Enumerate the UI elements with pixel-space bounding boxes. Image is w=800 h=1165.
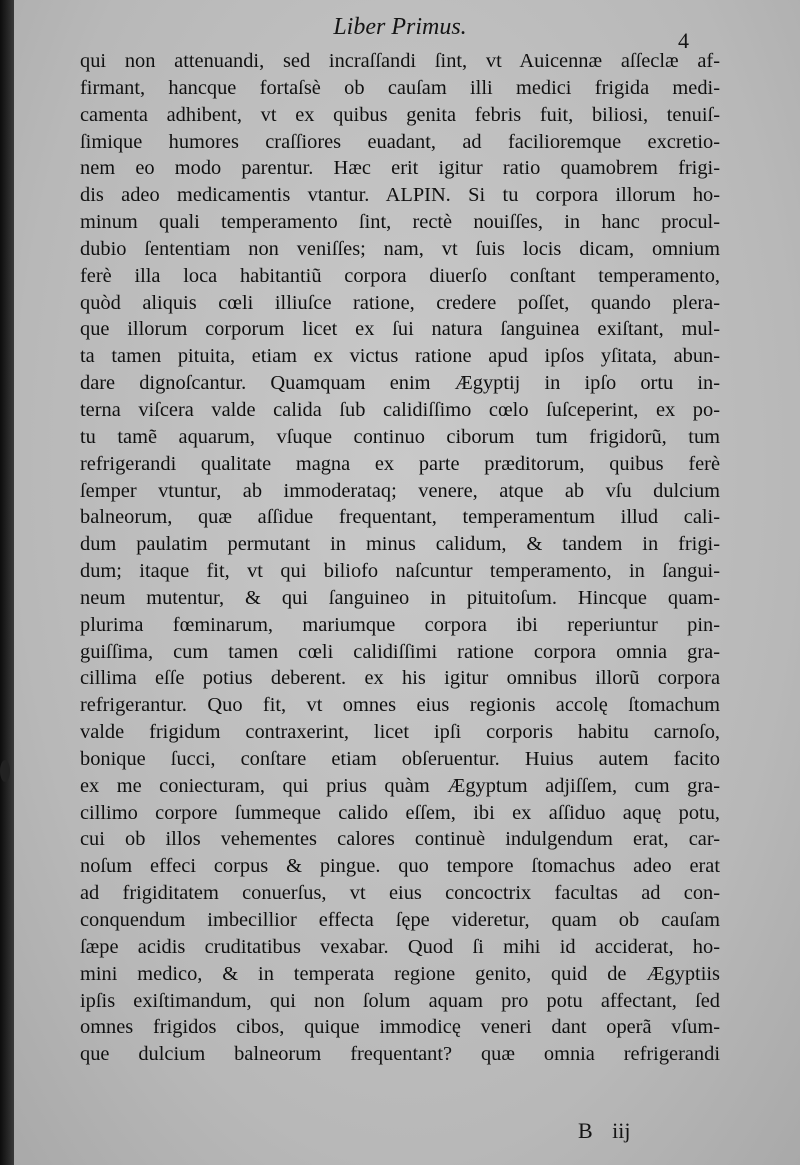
page-number: 4 xyxy=(678,28,689,53)
body-text xyxy=(80,48,720,1068)
text-line: minum quali temperamento ſint, rectè nouiſſes, in hanc procul- xyxy=(80,211,720,234)
text-line: conquendum imbecillior effecta ſępe videretur, quam ob cauſam xyxy=(80,909,720,931)
text-line: camenta adhibent, vt ex quibus genita febris fuit, biliosi, tenuiſ- xyxy=(80,103,720,126)
text-line: plurima fœminarum, mariumque corpora ibi reperiuntur pin- xyxy=(80,613,720,636)
text-line: cui ob illos vehementes calores continuè indulgendum erat, car- xyxy=(80,828,720,851)
text-line: nem eo modo parentur. Hæc erit igitur ratio quamobrem frigi- xyxy=(80,157,720,180)
text-line: quòd aliquis cœli illiuſce ratione, credere poſſet, quando plera- xyxy=(80,291,720,314)
text-line: terna viſcera valde calida ſub calidiſſimo cœlo ſuſceperint, ex po- xyxy=(80,398,720,421)
text-line: dubio ſententiam non veniſſes; nam, vt ſuis locis dicam, omnium xyxy=(80,237,720,260)
text-line: dum; itaque fit, vt qui biliofo naſcuntur temperamento, in ſangui- xyxy=(80,560,720,583)
text-line: ſæpe acidis cruditatibus vexabar. Quod ſi mihi id acciderat, ho- xyxy=(80,935,720,958)
running-header: Liber Primus. xyxy=(333,14,467,40)
text-line: ad frigiditatem conuerſus, vt eius concoctrix facultas ad con- xyxy=(80,882,720,905)
text-line: qui non attenuandi, sed incraſſandi ſint, vt Auicennæ aſſeclæ af- xyxy=(80,50,720,72)
text-line: que illorum corporum licet ex ſui natura ſanguinea exiſtant, mul- xyxy=(80,318,720,341)
text-line: dis adeo medicamentis vtantur. ALPIN. Si tu corpora illorum ho- xyxy=(80,184,720,207)
text-line: guiſſima, cum tamen cœli calidiſſimi ratione corpora omnia gra- xyxy=(80,640,720,663)
text-line: tu tamẽ aquarum, vſuque continuo ciborum tum frigidorũ, tum xyxy=(80,425,720,448)
page-binding-edge xyxy=(0,0,14,1165)
text-line: ipſis exiſtimandum, qui non ſolum aquam pro potu affectant, ſed xyxy=(80,989,720,1012)
text-line: ſemper vtuntur, ab immoderataq; venere, atque ab vſu dulcium xyxy=(80,479,720,502)
text-line: firmant, hancque fortaſsè ob cauſam illi medici frigida medi- xyxy=(80,76,720,99)
text-line: ferè illa loca habitantiũ corpora diuerſo conſtant temperamento, xyxy=(80,264,720,287)
text-line: neum mutentur, & qui ſanguineo in pituitoſum. Hincque quam- xyxy=(80,586,720,609)
text-line: que dulcium balneorum frequentant? quæ omnia refrigerandi xyxy=(80,1043,720,1066)
text-line: ta tamen pituita, etiam ex victus ratione apud ipſos yſitata, abun- xyxy=(80,345,720,368)
text-line: refrigerandi qualitate magna ex parte præditorum, quibus ferè xyxy=(80,452,720,475)
text-line: bonique ſucci, conſtare etiam obſeruentur. Huius autem facito xyxy=(80,747,720,770)
text-line: cillimo corpore ſummeque calido eſſem, ibi ex aſſiduo aquę potu, xyxy=(80,801,720,824)
text-line: dum paulatim permutant in minus calidum, & tandem in frigi- xyxy=(80,533,720,556)
text-line: dare dignoſcantur. Quamquam enim Ægyptij in ipſo ortu in- xyxy=(80,372,720,395)
text-line: ſimique humores craſſiores euadant, ad facilioremque excretio- xyxy=(80,130,720,153)
text-line: ex me coniecturam, qui prius quàm Ægyptum adjiſſem, cum gra- xyxy=(80,774,720,797)
ink-blot xyxy=(0,760,10,782)
text-line: omnes frigidos cibos, quique immodicę veneri dant operã vſum- xyxy=(80,1016,720,1039)
text-line: refrigerantur. Quo fit, vt omnes eius regionis accolę ſtomachum xyxy=(80,694,720,717)
text-line: mini medico, & in temperata regione genito, quid de Ægyptiis xyxy=(80,962,720,985)
text-line: valde frigidum contraxerint, licet ipſi corporis habitu carnoſo, xyxy=(80,721,720,744)
text-line: cillima eſſe potius deberent. ex his igitur omnibus illorũ corpora xyxy=(80,667,720,690)
text-line: balneorum, quæ aſſidue frequentant, temperamentum illud cali- xyxy=(80,506,720,529)
signature-mark: B iij xyxy=(578,1118,631,1143)
text-line: noſum effeci corpus & pingue. quo tempore ſtomachus adeo erat xyxy=(80,855,720,878)
